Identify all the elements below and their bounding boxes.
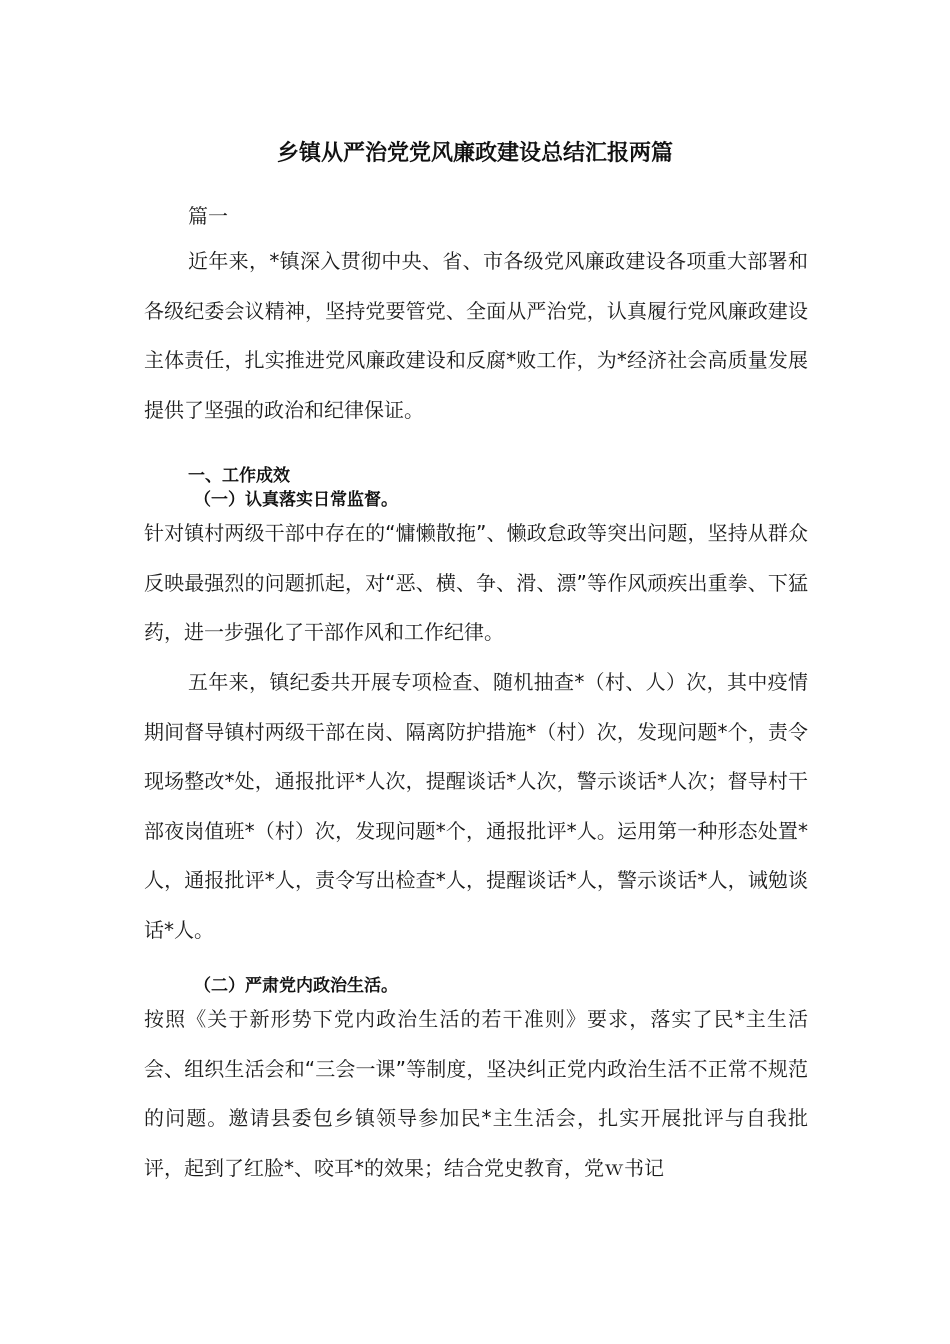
heading-work-results: 一、工作成效 [188, 466, 290, 486]
paragraph-party-life: 按照《关于新形势下党内政治生活的若干准则》要求，落实了民*主生活会、组织生活会和“三会一课”等制度，坚决纠正党内政治生活不正常不规范的问题。邀请县委包乡镇领导参加民*主生活会，扎实开展批评与自我批评，起到了红脸*、咬耳*的效果；结合党史教育，党ｗ书记 [144, 1007, 808, 1180]
heading-daily-supervision: （一）认真落实日常监督。 [194, 490, 398, 510]
paragraph-five-years: 五年来，镇纪委共开展专项检查、随机抽查*（村、人）次，其中疫情期间督导镇村两级干部在岗、隔离防护措施*（村）次，发现问题*个，责令现场整改*处，通报批评*人次，提醒谈话*人次，警示谈话*人次；督导村干部夜岗值班*（村）次，发现问题*个，通报批评*人。运用第一种形态处置*人，通报批评*人，责令写出检查*人，提醒谈话*人，警示谈话*人，诫勉谈话*人。 [144, 670, 808, 942]
document-title: 乡镇从严治党党风廉政建设总结汇报两篇 [276, 141, 673, 166]
intro-paragraph: 近年来，*镇深入贯彻中央、省、市各级党风廉政建设各项重大部署和各级纪委会议精神，坚持党要管党、全面从严治党，认真履行党风廉政建设主体责任，扎实推进党风廉政建设和反腐*败工作，为*经济社会高质量发展提供了坚强的政治和纪律保证。 [144, 249, 808, 422]
section-subtitle: 篇一 [188, 204, 228, 228]
paragraph-daily-supervision: 针对镇村两级干部中存在的“慵懒散拖”、懒政怠政等突出问题，坚持从群众反映最强烈的问题抓起，对“恶、横、争、滑、漂”等作风顽疾出重拳、下猛药，进一步强化了干部作风和工作纪律。 [144, 521, 808, 644]
heading-party-life: （二）严肃党内政治生活。 [194, 976, 398, 996]
